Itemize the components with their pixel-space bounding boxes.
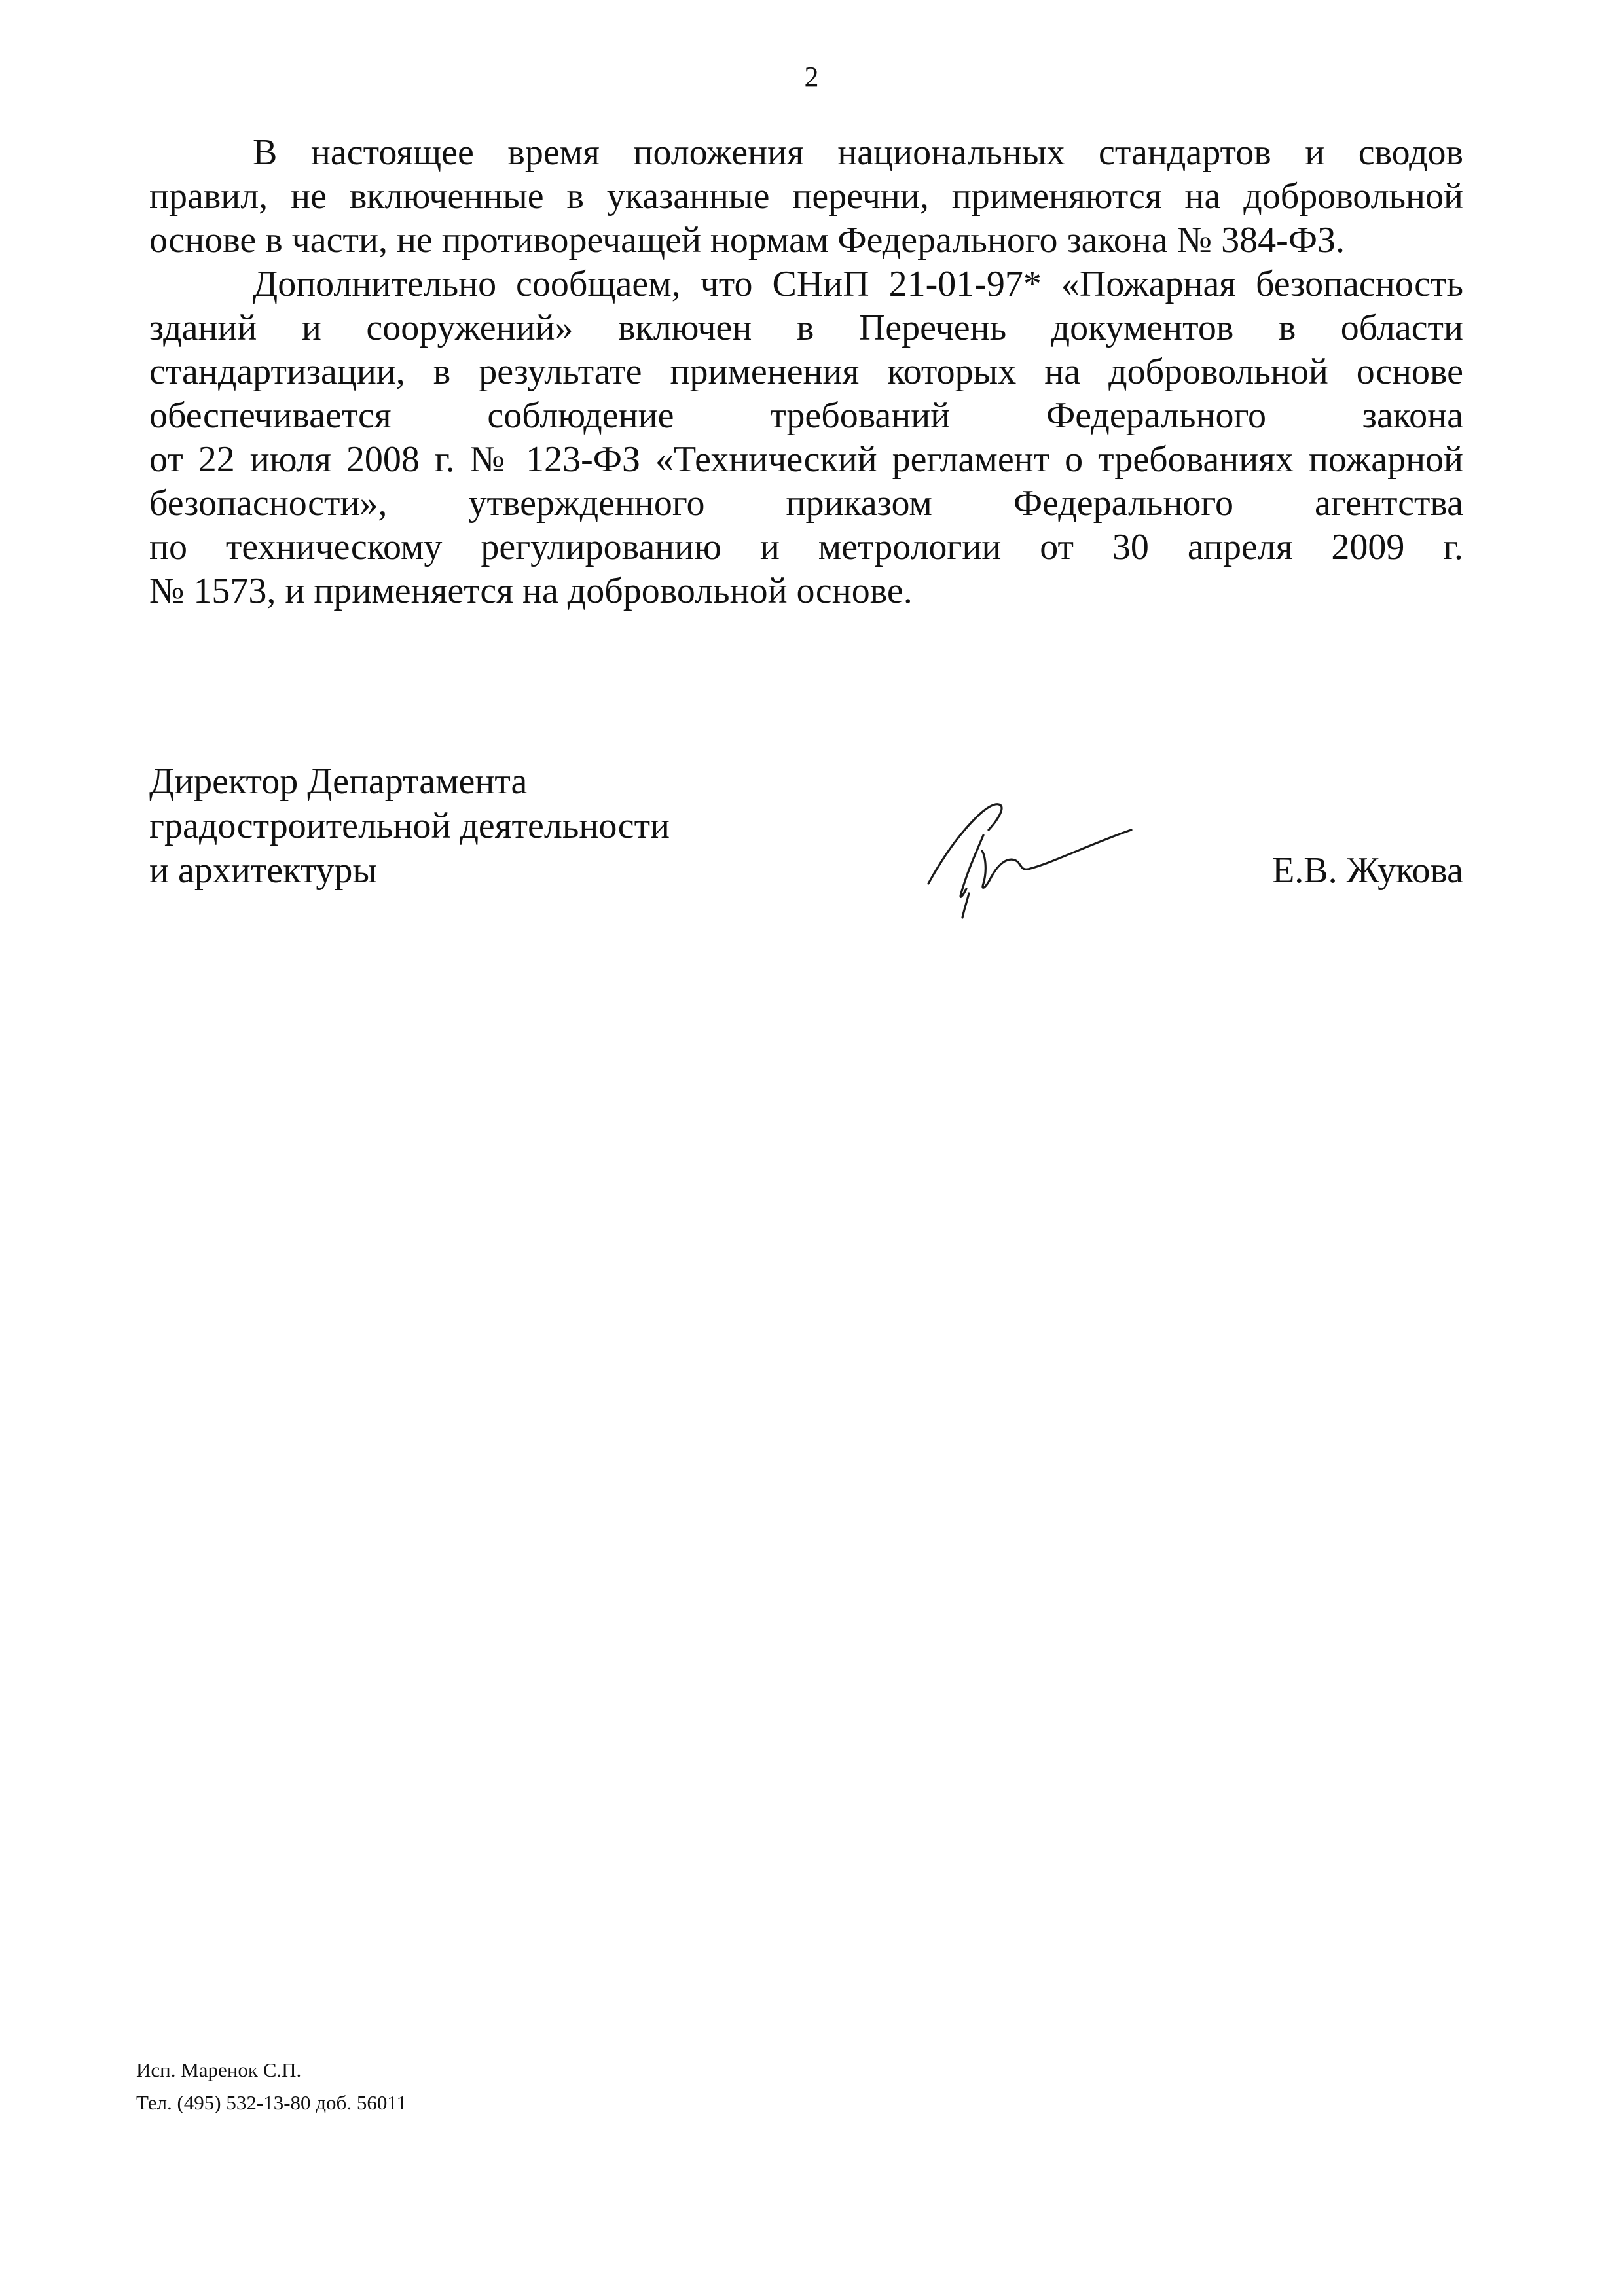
signer-position-line: и архитектуры [149,850,377,891]
text-line: от 22 июля 2008 г. № 123-ФЗ «Технический регламент о требованиях пожарной [149,439,1463,480]
text-line: основе в части, не противоречащей нормам Федерального закона № 384-ФЗ. [149,220,1345,260]
paragraph-2 [149,262,1463,613]
signer-position-line: градостроительной деятельности [149,806,670,846]
executor-phone: Тел. (495) 532-13-80 доб. 56011 [136,2091,407,2114]
signer-position [149,759,670,893]
text-line: зданий и сооружений» включен в Перечень документов в области [149,308,1463,348]
text-line: безопасности», утвержденного приказом Федерального агентства [149,483,1463,524]
signer-name: Е.В. Жукова [1272,850,1463,891]
paragraph-1 [149,131,1463,262]
text-line: правил, не включенные в указанные перечни, применяются на добровольной [149,176,1463,217]
text-line: В настоящее время положения национальных стандартов и сводов [253,132,1463,173]
page-number: 2 [804,61,819,93]
executor-name: Исп. Маренок С.П. [136,2058,302,2081]
text-line: обеспечивается соблюдение требований Федерального закона [149,395,1463,436]
text-line: № 1573, и применяется на добровольной основе. [149,571,913,611]
text-line: по техническому регулированию и метрологии от 30 апреля 2009 г. [149,527,1463,567]
signer-position-line: Директор Департамента [149,761,528,802]
executor-info [136,2054,407,2119]
letter-body [149,131,1463,613]
text-line: стандартизации, в результате применения которых на добровольной основе [149,351,1463,392]
handwritten-signature [923,772,1139,923]
text-line: Дополнительно сообщаем, что СНиП 21-01-97* «Пожарная безопасность [253,264,1463,304]
